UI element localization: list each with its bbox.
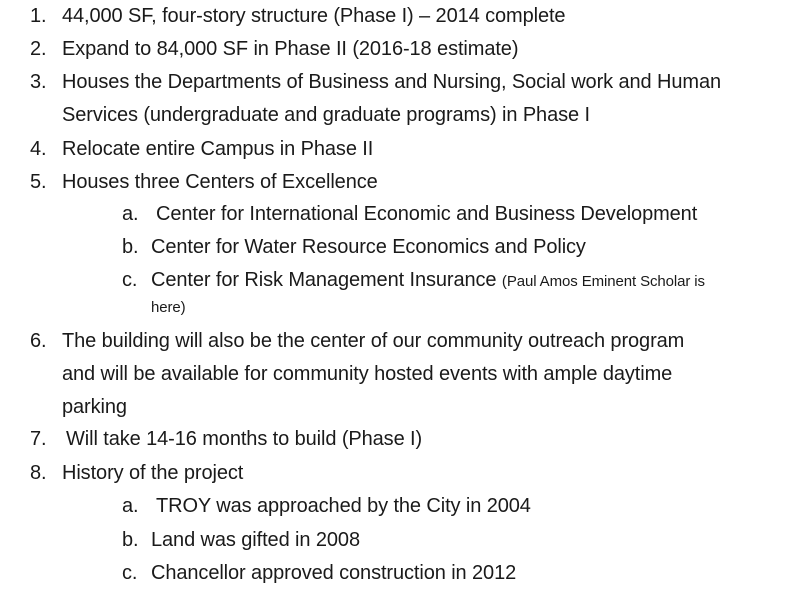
list-item-text: Houses the Departments of Business and Nursing, Social work and Human xyxy=(62,71,721,93)
sub-item-note-cont: here) xyxy=(151,299,186,316)
sub-item-text-wrap xyxy=(151,268,705,294)
sub-marker: b. xyxy=(122,529,139,551)
sub-item-text: Chancellor approved construction in 2012 xyxy=(151,562,517,584)
list-item-text: Services (undergraduate and graduate programs) in Phase I xyxy=(62,104,590,126)
sub-item-text: Center for Risk Management Insurance xyxy=(151,269,497,291)
list-marker: 3. xyxy=(30,71,47,93)
sub-item-text: Land was gifted in 2008 xyxy=(151,529,360,551)
sub-marker: b. xyxy=(122,236,139,258)
list-item-text: Will take 14-16 months to build (Phase I) xyxy=(66,428,423,450)
list-item-text: Expand to 84,000 SF in Phase II (2016-18 estimate) xyxy=(62,38,519,60)
sub-item-text: TROY was approached by the City in 2004 xyxy=(156,495,531,517)
sub-marker: c. xyxy=(122,269,138,291)
sub-marker: c. xyxy=(122,562,138,584)
list-marker: 4. xyxy=(30,138,47,160)
sub-item-note: (Paul Amos Eminent Scholar is xyxy=(501,273,705,290)
list-marker: 7. xyxy=(30,428,47,450)
list-marker: 8. xyxy=(30,462,47,484)
list-item-text: parking xyxy=(62,396,127,418)
list-marker: 5. xyxy=(30,171,47,193)
list-marker: 6. xyxy=(30,330,47,352)
list-item-text: Houses three Centers of Excellence xyxy=(62,171,378,193)
sub-item-text: Center for Water Resource Economics and Policy xyxy=(151,236,586,258)
list-marker: 2. xyxy=(30,38,47,60)
sub-marker: a. xyxy=(122,203,139,225)
list-item-text: History of the project xyxy=(62,462,244,484)
list-item-text: The building will also be the center of our community outreach program xyxy=(62,330,685,352)
list-item-text: 44,000 SF, four-story structure (Phase I) – 2014 complete xyxy=(62,5,566,27)
list-item-text: Relocate entire Campus in Phase II xyxy=(62,138,374,160)
list-item-text: and will be available for community hosted events with ample daytime xyxy=(62,363,673,385)
sub-marker: a. xyxy=(122,495,139,517)
sub-item-text: Center for International Economic and Business Development xyxy=(156,203,698,225)
list-marker: 1. xyxy=(30,5,47,27)
